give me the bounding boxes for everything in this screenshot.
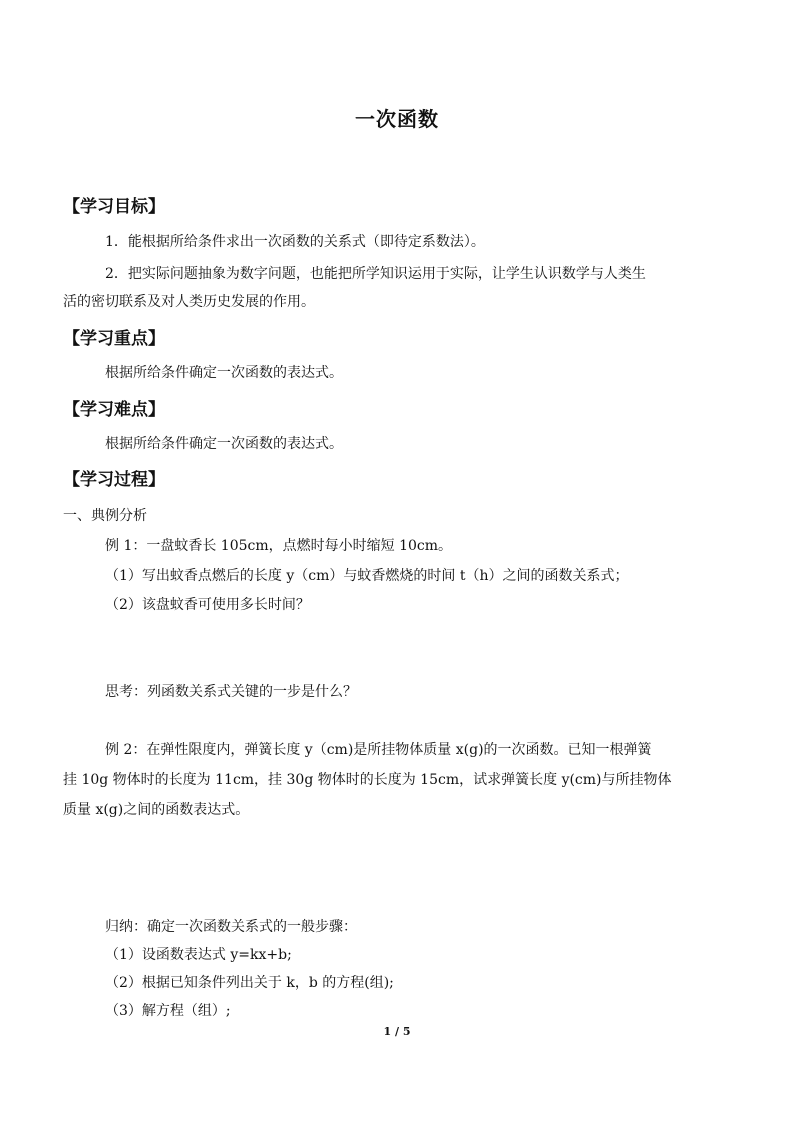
example1-question-2: （2）该盘蚊香可使用多长时间？ (105, 597, 310, 613)
document-title: 一次函数 (355, 107, 439, 131)
part1-label: 一、典例分析 (63, 508, 147, 524)
objective-line-3: 活的密切联系及对人类历史发展的作用。 (63, 294, 315, 310)
summary-intro: 归纳：确定一次函数关系式的一般步骤： (105, 919, 357, 935)
process-heading: 【学习过程】 (63, 470, 165, 490)
objective-line-2: 2．把实际问题抽象为数字问题，也能把所学知识运用于实际，让学生认识数学与人类生 (105, 266, 646, 282)
difficulties-heading: 【学习难点】 (63, 400, 165, 420)
example1-question-1: （1）写出蚊香点燃后的长度 y（cm）与蚊香燃烧的时间 t（h）之间的函数关系式； (105, 568, 629, 584)
example2-line-1: 例 2：在弹性限度内，弹簧长度 y（cm)是所挂物体质量 x(g)的一次函数。已知一根弹簧 (105, 742, 652, 758)
example2-line-3: 质量 x(g)之间的函数表达式。 (63, 802, 250, 818)
summary-step-3: （3）解方程（组）; (105, 1003, 231, 1019)
difficulties-line: 根据所给条件确定一次函数的表达式。 (105, 436, 343, 452)
think-question: 思考：列函数关系式关键的一步是什么？ (105, 684, 357, 700)
objectives-heading: 【学习目标】 (63, 197, 165, 217)
key-points-heading: 【学习重点】 (63, 329, 165, 349)
objective-line-1: 1．能根据所给条件求出一次函数的关系式（即待定系数法）。 (105, 234, 485, 250)
example2-line-2: 挂 10g 物体时的长度为 11cm，挂 30g 物体时的长度为 15cm，试求弹簧长度 y(cm)与所挂物体 (63, 772, 672, 788)
summary-step-1: （1）设函数表达式 y=kx+b; (105, 947, 292, 963)
summary-step-2: （2）根据已知条件列出关于 k，b 的方程(组); (105, 975, 394, 991)
example1-text: 例 1：一盘蚊香长 105cm，点燃时每小时缩短 10cm。 (105, 538, 453, 554)
page-number: 1 / 5 (383, 1025, 411, 1038)
key-points-line: 根据所给条件确定一次函数的表达式。 (105, 365, 343, 381)
